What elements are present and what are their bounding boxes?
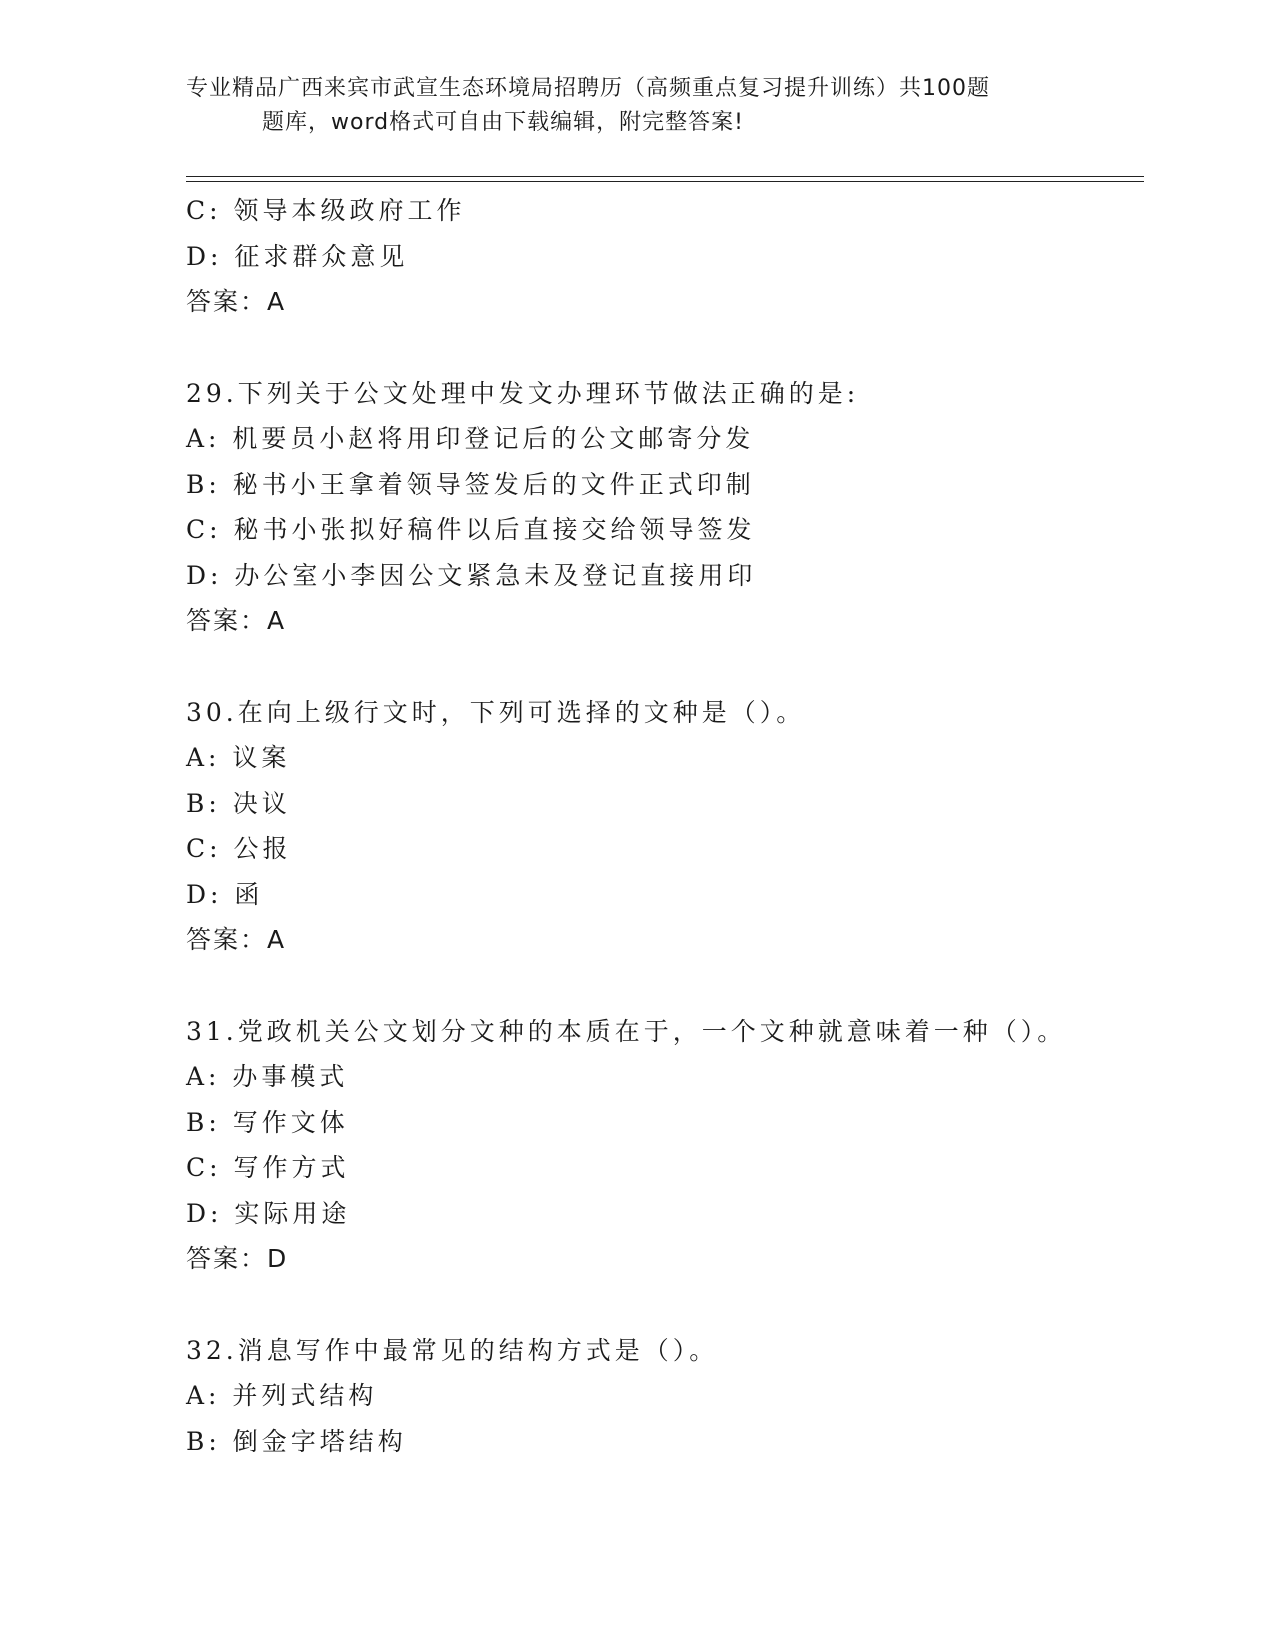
question-stem: 29.下列关于公文处理中发文办理环节做法正确的是: bbox=[186, 378, 860, 408]
option-d: D: 征求群众意见 bbox=[186, 241, 409, 271]
question-31 bbox=[186, 1009, 1126, 1282]
option-a: A: 并列式结构 bbox=[186, 1381, 378, 1410]
spacer bbox=[186, 325, 1126, 371]
option-a: A: 议案 bbox=[186, 743, 291, 772]
option-b: B: 决议 bbox=[186, 788, 291, 818]
option-c: C: 写作方式 bbox=[186, 1153, 350, 1182]
option-d: D: 函 bbox=[186, 879, 264, 909]
question-stem: 31.党政机关公文划分文种的本质在于，一个文种就意味着一种（）。 bbox=[186, 1016, 1067, 1046]
option-c: C: 领导本级政府工作 bbox=[186, 196, 466, 225]
question-30 bbox=[186, 690, 1126, 963]
header-rule-bottom bbox=[186, 181, 1144, 182]
header-rule-top bbox=[186, 176, 1144, 177]
option-c: C: 秘书小张拟好稿件以后直接交给领导签发 bbox=[186, 515, 756, 544]
document-title-line-2: 题库，word格式可自由下载编辑，附完整答案! bbox=[262, 110, 744, 135]
question-32 bbox=[186, 1328, 1126, 1465]
continued-question bbox=[186, 188, 1126, 325]
answer-line: 答案：D bbox=[186, 1244, 289, 1273]
question-content bbox=[186, 188, 1126, 1464]
question-stem: 30.在向上级行文时，下列可选择的文种是（）。 bbox=[186, 697, 806, 727]
answer-line: 答案：A bbox=[186, 287, 287, 316]
spacer bbox=[186, 644, 1126, 690]
option-b: B: 写作文体 bbox=[186, 1107, 349, 1137]
option-c: C: 公报 bbox=[186, 834, 292, 863]
spacer bbox=[186, 963, 1126, 1009]
question-stem: 32.消息写作中最常见的结构方式是（）。 bbox=[186, 1335, 719, 1365]
document-title-line-1: 专业精品广西来宾市武宣生态环境局招聘历（高频重点复习提升训练）共100题 bbox=[186, 76, 990, 101]
answer-line: 答案：A bbox=[186, 606, 287, 635]
answer-line: 答案：A bbox=[186, 925, 287, 954]
spacer bbox=[186, 1282, 1126, 1328]
option-b: B: 倒金字塔结构 bbox=[186, 1426, 407, 1456]
option-a: A: 机要员小赵将用印登记后的公文邮寄分发 bbox=[186, 424, 755, 453]
option-d: D: 实际用途 bbox=[186, 1198, 351, 1228]
question-29 bbox=[186, 371, 1126, 644]
option-b: B: 秘书小王拿着领导签发后的文件正式印制 bbox=[186, 469, 755, 499]
option-d: D: 办公室小李因公文紧急未及登记直接用印 bbox=[186, 560, 757, 590]
document-header bbox=[186, 72, 1066, 140]
option-a: A: 办事模式 bbox=[186, 1062, 349, 1091]
